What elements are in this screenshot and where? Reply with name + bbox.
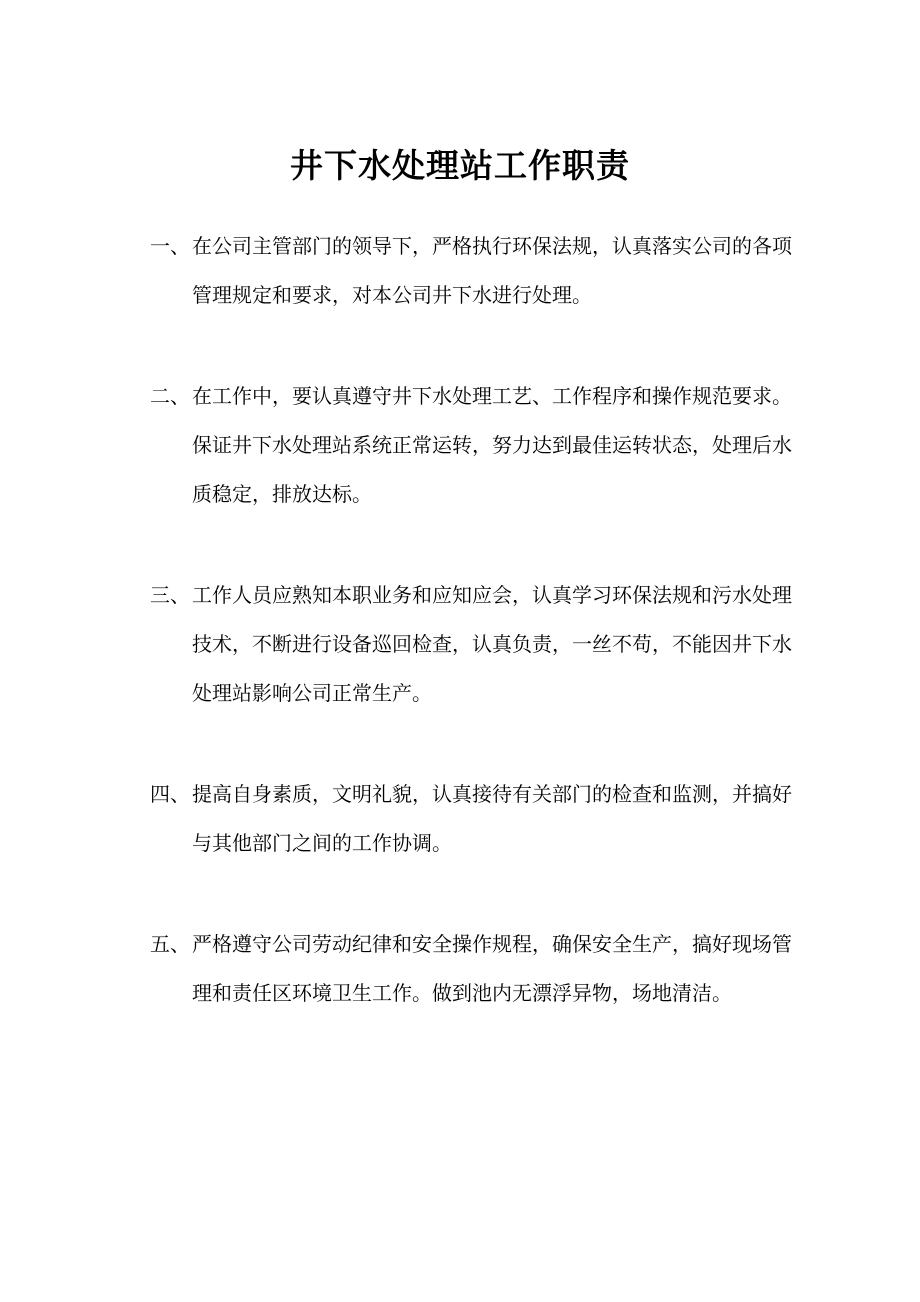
clause-number: 一、	[150, 234, 190, 258]
clause-number: 三、	[150, 583, 190, 607]
clause-item	[150, 571, 795, 718]
clause-number: 五、	[150, 932, 190, 956]
clause-item	[150, 770, 795, 868]
clause-item	[150, 372, 795, 519]
clause-number: 四、	[150, 782, 190, 806]
clause-list	[150, 222, 795, 1070]
clause-item	[150, 920, 795, 1018]
clause-text: 严格遵守公司劳动纪律和安全操作规程，确保安全生产，搞好现场管理和责任区环境卫生工作。做到池内无漂浮异物，场地清洁。	[192, 932, 792, 1005]
clause-number: 二、	[150, 384, 190, 408]
document-title: 井下水处理站工作职责	[290, 146, 630, 185]
clause-item	[150, 222, 795, 320]
clause-text: 在公司主管部门的领导下，严格执行环保法规，认真落实公司的各项管理规定和要求，对本公司井下水进行处理。	[192, 234, 792, 307]
clause-text: 工作人员应熟知本职业务和应知应会，认真学习环保法规和污水处理技术，不断进行设备巡回检查，认真负责，一丝不苟，不能因井下水处理站影响公司正常生产。	[192, 583, 792, 705]
clause-text: 在工作中，要认真遵守井下水处理工艺、工作程序和操作规范要求。保证井下水处理站系统正常运转，努力达到最佳运转状态，处理后水质稳定，排放达标。	[192, 384, 792, 506]
clause-text: 提高自身素质，文明礼貌，认真接待有关部门的检查和监测，并搞好与其他部门之间的工作协调。	[192, 782, 792, 855]
